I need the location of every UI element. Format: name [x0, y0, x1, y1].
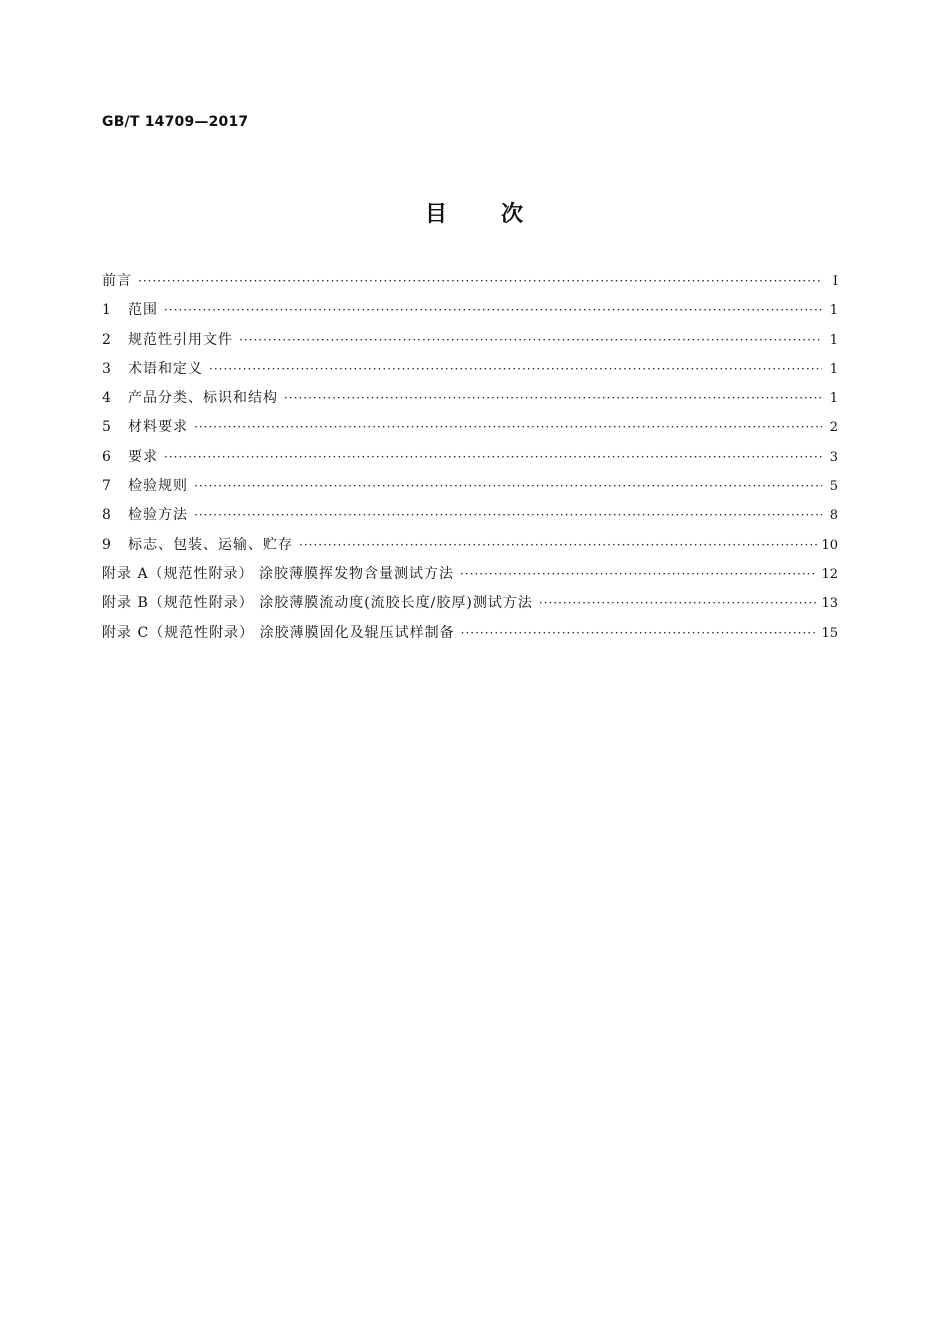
- toc-entry-preface[interactable]: [102, 270, 838, 299]
- toc-leader-dots: [164, 303, 822, 317]
- page-title: [0, 197, 950, 228]
- toc-entry-number: 8: [102, 507, 111, 524]
- toc-entry-label: 产品分类、标识和结构: [128, 390, 278, 407]
- toc-entry-page: 2: [829, 420, 838, 436]
- toc-entry-appendix-a[interactable]: [102, 563, 838, 592]
- toc-entry-page: 15: [821, 625, 838, 641]
- toc-entry-number: 9: [102, 536, 111, 553]
- toc-entry-page: 3: [829, 449, 838, 465]
- toc-entry-label: 附录 C（规范性附录） 涂胶薄膜固化及辊压试样制备: [102, 624, 455, 641]
- toc-leader-dots: [194, 479, 822, 493]
- toc-entry-number: 1: [102, 302, 111, 319]
- toc-leader-dots: [138, 274, 822, 288]
- toc-entry-label: 附录 B（规范性附录） 涂胶薄膜流动度(流胶长度/胶厚)测试方法: [102, 595, 533, 612]
- toc-entry-label: 术语和定义: [128, 360, 203, 377]
- toc-leader-dots: [461, 626, 818, 640]
- toc-entry-page: 1: [829, 361, 838, 377]
- toc-leader-dots: [194, 420, 822, 434]
- toc-entry-label: 材料要求: [128, 419, 188, 436]
- toc-leader-dots: [539, 596, 818, 610]
- toc-leader-dots: [460, 567, 817, 581]
- toc-entry-7[interactable]: [102, 475, 838, 504]
- toc-entry-label: 检验方法: [128, 507, 188, 524]
- table-of-contents: [102, 270, 838, 651]
- title-part-2: 次: [501, 202, 526, 227]
- toc-entry-page: Ⅰ: [832, 274, 838, 289]
- toc-entry-page: 8: [829, 508, 838, 524]
- toc-entry-number: 3: [102, 360, 111, 377]
- toc-entry-label: 检验规则: [128, 478, 188, 495]
- toc-entry-4[interactable]: [102, 387, 838, 416]
- toc-entry-number: 2: [102, 331, 111, 348]
- toc-entry-3[interactable]: [102, 358, 838, 387]
- toc-entry-8[interactable]: [102, 504, 838, 533]
- toc-entry-page: 13: [821, 596, 838, 612]
- toc-entry-label: 规范性引用文件: [128, 331, 233, 348]
- toc-entry-1[interactable]: [102, 299, 838, 328]
- toc-entry-page: 12: [821, 566, 838, 582]
- toc-entry-6[interactable]: [102, 446, 838, 475]
- toc-entry-label: 标志、包装、运输、贮存: [128, 536, 293, 553]
- toc-entry-label: 前言: [102, 273, 132, 289]
- toc-entry-number: 5: [102, 419, 111, 436]
- toc-entry-label: 范围: [128, 302, 158, 319]
- toc-entry-label: 附录 A（规范性附录） 涂胶薄膜挥发物含量测试方法: [102, 565, 455, 582]
- toc-leader-dots: [194, 508, 822, 522]
- toc-leader-dots: [284, 391, 822, 405]
- toc-entry-9[interactable]: [102, 534, 838, 563]
- toc-leader-dots: [239, 333, 822, 347]
- toc-entry-page: 10: [821, 537, 838, 553]
- toc-leader-dots: [164, 450, 822, 464]
- title-part-1: 目: [424, 202, 449, 227]
- toc-entry-2[interactable]: [102, 329, 838, 358]
- standard-code: GB/T 14709—2017: [102, 114, 249, 130]
- toc-entry-5[interactable]: [102, 416, 838, 445]
- toc-entry-page: 1: [829, 332, 838, 348]
- toc-entry-label: 要求: [128, 448, 158, 465]
- toc-entry-number: 7: [102, 478, 111, 495]
- toc-entry-page: 1: [829, 391, 838, 407]
- toc-entry-page: 5: [829, 479, 838, 495]
- toc-entry-appendix-c[interactable]: [102, 622, 838, 651]
- toc-entry-number: 4: [102, 390, 111, 407]
- toc-entry-number: 6: [102, 448, 111, 465]
- toc-entry-appendix-b[interactable]: [102, 592, 838, 621]
- toc-leader-dots: [209, 362, 822, 376]
- toc-entry-page: 1: [829, 303, 838, 319]
- toc-leader-dots: [299, 538, 817, 552]
